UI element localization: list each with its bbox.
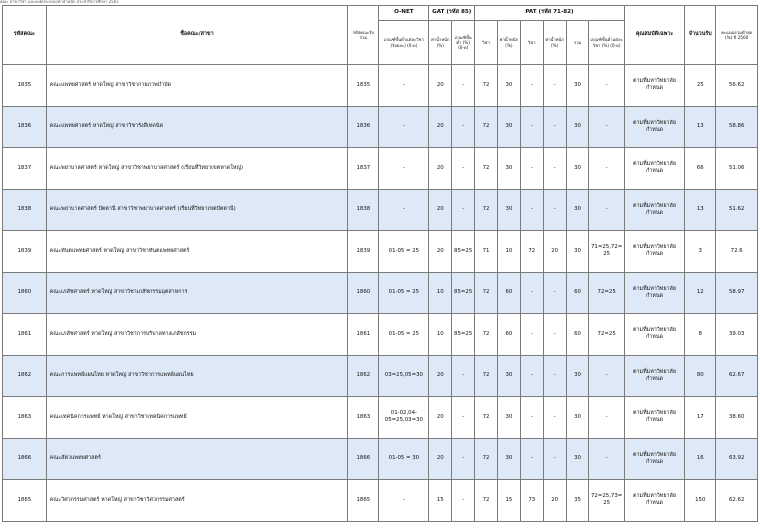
cell-onet: -	[379, 189, 429, 231]
cell-pat-total: 30	[566, 355, 589, 397]
cell-quota: 13	[685, 106, 716, 148]
cell-onet: 01-02,04-05=25,03=30	[379, 397, 429, 439]
table-row	[3, 148, 758, 190]
cell-joint-code: 1838	[348, 189, 379, 231]
header-pat: PAT (รหัส 71-82)	[475, 6, 625, 21]
cell-pat-weight-2: -	[543, 106, 566, 148]
cell-onet: -	[379, 106, 429, 148]
cell-joint-code: 1861	[348, 314, 379, 356]
cell-gat-weight: 10	[429, 272, 452, 314]
cell-pat-subject-2: -	[520, 355, 543, 397]
cell-code: 1860	[3, 272, 47, 314]
cell-pat-weight-2: -	[543, 314, 566, 356]
cell-code: 1836	[3, 106, 47, 148]
cell-pat-weight-1: 60	[497, 314, 520, 356]
table-body	[3, 65, 758, 522]
cell-qualification: ตามที่มหาวิทยาลัยกำหนด	[624, 148, 684, 190]
header-pat-weight-2: ค่าน้ำหนัก (%)	[543, 21, 566, 65]
cell-joint-code: 1866	[348, 438, 379, 480]
cell-pat-total: 30	[566, 148, 589, 190]
table-row	[3, 189, 758, 231]
cell-faculty: คณะวิศวกรรมศาสตร์ หาดใหญ่ สาขาวิชาวิศวกรรมศาสตร์	[46, 480, 348, 522]
cell-pat-weight-1: 15	[497, 480, 520, 522]
cell-pat-subject-2: 72	[520, 231, 543, 273]
cell-faculty: คณะพยาบาลศาสตร์ หาดใหญ่ สาขาวิชาพยาบาลศาสตร์ (เรียนที่วิทยาเขตหาดใหญ่)	[46, 148, 348, 190]
cell-joint-code: 1863	[348, 397, 379, 439]
cell-faculty: คณะเทคนิคการแพทย์ หาดใหญ่ สาขาวิชาเทคนิคการแพทย์	[46, 397, 348, 439]
cell-pat-weight-1: 30	[497, 355, 520, 397]
cell-pat-subject-1: 72	[475, 148, 498, 190]
cell-pat-subject-2: -	[520, 397, 543, 439]
cell-pat-weight-1: 30	[497, 65, 520, 107]
cell-qualification: ตามที่มหาวิทยาลัยกำหนด	[624, 189, 684, 231]
cell-pat-total: 30	[566, 65, 589, 107]
cell-pat-subject-1: 72	[475, 355, 498, 397]
cell-joint-code: 1862	[348, 355, 379, 397]
cell-pat-subject-1: 71	[475, 231, 498, 273]
cell-min-score: 51.62	[716, 189, 758, 231]
cell-min-score: 62.62	[716, 480, 758, 522]
cell-joint-code: 1837	[348, 148, 379, 190]
cell-code: 1865	[3, 480, 47, 522]
cell-pat-weight-1: 30	[497, 397, 520, 439]
cell-pat-total: 30	[566, 231, 589, 273]
cell-pat-total: 30	[566, 189, 589, 231]
cell-pat-subject-2: -	[520, 106, 543, 148]
table-row	[3, 438, 758, 480]
cell-qualification: ตามที่มหาวิทยาลัยกำหนด	[624, 231, 684, 273]
cell-quota: 17	[685, 397, 716, 439]
cell-onet: 01-05 = 25	[379, 314, 429, 356]
cell-code: 1861	[3, 314, 47, 356]
cell-qualification: ตามที่มหาวิทยาลัยกำหนด	[624, 397, 684, 439]
cell-gat-weight: 20	[429, 355, 452, 397]
cell-pat-min: 72=25,73=25	[589, 480, 624, 522]
cell-pat-min: -	[589, 65, 624, 107]
cell-onet: -	[379, 148, 429, 190]
cell-pat-weight-1: 30	[497, 438, 520, 480]
cell-joint-code: 1839	[348, 231, 379, 273]
table-row	[3, 231, 758, 273]
cell-gat-weight: 20	[429, 189, 452, 231]
cell-faculty: คณะสัตวแพทยศาสตร์	[46, 438, 348, 480]
cell-code: 1863	[3, 397, 47, 439]
header-pat-total: รวม	[566, 21, 589, 65]
cell-qualification: ตามที่มหาวิทยาลัยกำหนด	[624, 106, 684, 148]
cell-code: 1837	[3, 148, 47, 190]
cell-gat-min: 85=25	[452, 314, 475, 356]
cell-faculty: คณะทันตแพทยศาสตร์ หาดใหญ่ สาขาวิชาทันตแพทยศาสตร์	[46, 231, 348, 273]
cell-pat-weight-2: -	[543, 148, 566, 190]
cell-pat-subject-2: -	[520, 272, 543, 314]
table-row	[3, 355, 758, 397]
cell-quota: 8	[685, 314, 716, 356]
cell-gat-min: -	[452, 397, 475, 439]
cell-min-score: 51.06	[716, 148, 758, 190]
cell-quota: 66	[685, 148, 716, 190]
cell-pat-subject-1: 72	[475, 314, 498, 356]
cell-pat-subject-2: -	[520, 148, 543, 190]
table-row	[3, 314, 758, 356]
cell-onet: 03=25,05=30	[379, 355, 429, 397]
cell-min-score: 56.62	[716, 65, 758, 107]
cell-pat-total: 60	[566, 272, 589, 314]
table-row	[3, 272, 758, 314]
cell-gat-weight: 20	[429, 65, 452, 107]
cell-gat-min: 85=25	[452, 231, 475, 273]
cell-code: 1835	[3, 65, 47, 107]
cell-pat-weight-1: 10	[497, 231, 520, 273]
cell-faculty: คณะพยาบาลศาสตร์ ปัตตานี สาขาวิชาพยาบาลศาสตร์ (เรียนที่วิทยาเขตปัตตานี)	[46, 189, 348, 231]
cell-min-score: 62.67	[716, 355, 758, 397]
cell-quota: 80	[685, 355, 716, 397]
cell-pat-weight-1: 60	[497, 272, 520, 314]
cell-gat-min: -	[452, 355, 475, 397]
cell-pat-subject-2: 73	[520, 480, 543, 522]
cell-pat-weight-2: 20	[543, 231, 566, 273]
cell-pat-subject-1: 72	[475, 65, 498, 107]
table-row	[3, 480, 758, 522]
cell-gat-min: -	[452, 480, 475, 522]
page-caption: คณะ สาขาวิชา และองค์ประกอบ/ค่าน้ำหนัก ประจำปีการศึกษา 2561	[0, 0, 119, 4]
cell-quota: 13	[685, 189, 716, 231]
header-gat: GAT (รหัส 85)	[429, 6, 475, 21]
cell-pat-subject-2: -	[520, 438, 543, 480]
cell-pat-weight-2: -	[543, 189, 566, 231]
cell-qualification: ตามที่มหาวิทยาลัยกำหนด	[624, 355, 684, 397]
cell-joint-code: 1860	[348, 272, 379, 314]
cell-pat-weight-1: 30	[497, 189, 520, 231]
header-onet-min: เกณฑ์ขั้นต่ำแต่ละวิชา (ร้อยละ) (0-ด)	[379, 21, 429, 65]
cell-onet: 01-05 = 30	[379, 438, 429, 480]
cell-gat-min: -	[452, 189, 475, 231]
cell-faculty: คณะแพทยศาสตร์ หาดใหญ่ สาขาวิชากายภาพบำบัด	[46, 65, 348, 107]
table-row	[3, 106, 758, 148]
cell-gat-min: -	[452, 106, 475, 148]
cell-qualification: ตามที่มหาวิทยาลัยกำหนด	[624, 272, 684, 314]
cell-quota: 12	[685, 272, 716, 314]
cell-quota: 3	[685, 231, 716, 273]
cell-pat-min: 72=25	[589, 272, 624, 314]
cell-joint-code: 1836	[348, 106, 379, 148]
cell-pat-min: 72=25	[589, 314, 624, 356]
cell-code: 1838	[3, 189, 47, 231]
cell-pat-weight-2: -	[543, 355, 566, 397]
cell-pat-subject-1: 72	[475, 438, 498, 480]
cell-joint-code: 1835	[348, 65, 379, 107]
header-min-score: คะแนนรวมต่ำสุด (%) ปี 2560	[716, 6, 758, 65]
cell-qualification: ตามที่มหาวิทยาลัยกำหนด	[624, 438, 684, 480]
table-row	[3, 65, 758, 107]
cell-pat-total: 35	[566, 480, 589, 522]
cell-gat-min: -	[452, 65, 475, 107]
admission-table	[2, 5, 758, 522]
cell-code: 1866	[3, 438, 47, 480]
cell-faculty: คณะเภสัชศาสตร์ หาดใหญ่ สาขาวิชาการบริบาลทางเภสัชกรรม	[46, 314, 348, 356]
cell-quota: 16	[685, 438, 716, 480]
cell-pat-min: -	[589, 355, 624, 397]
cell-min-score: 58.97	[716, 272, 758, 314]
cell-onet: -	[379, 480, 429, 522]
cell-faculty: คณะแพทยศาสตร์ หาดใหญ่ สาขาวิชารังสีเทคนิค	[46, 106, 348, 148]
cell-quota: 150	[685, 480, 716, 522]
cell-gat-min: -	[452, 148, 475, 190]
cell-quota: 25	[685, 65, 716, 107]
cell-pat-weight-2: 20	[543, 480, 566, 522]
cell-pat-total: 30	[566, 438, 589, 480]
header-pat-subject-1: วิชา	[475, 21, 498, 65]
cell-pat-total: 60	[566, 314, 589, 356]
cell-min-score: 39.03	[716, 314, 758, 356]
cell-qualification: ตามที่มหาวิทยาลัยกำหนด	[624, 314, 684, 356]
cell-gat-weight: 10	[429, 314, 452, 356]
cell-pat-weight-2: -	[543, 65, 566, 107]
cell-pat-min: 71=25,72=25	[589, 231, 624, 273]
cell-pat-weight-2: -	[543, 272, 566, 314]
cell-pat-weight-1: 30	[497, 106, 520, 148]
header-quota: จำนวนรับ	[685, 6, 716, 65]
cell-pat-subject-1: 72	[475, 272, 498, 314]
cell-pat-min: -	[589, 148, 624, 190]
cell-gat-weight: 20	[429, 231, 452, 273]
header-pat-weight-1: ค่าน้ำหนัก (%)	[497, 21, 520, 65]
cell-pat-weight-2: -	[543, 397, 566, 439]
cell-gat-weight: 20	[429, 397, 452, 439]
header-faculty: ชื่อคณะ/สาขา	[46, 6, 348, 65]
cell-pat-min: -	[589, 106, 624, 148]
cell-gat-weight: 20	[429, 148, 452, 190]
cell-pat-min: -	[589, 397, 624, 439]
header-gat-weight: ค่าน้ำหนัก (%)	[429, 21, 452, 65]
header-gat-min: เกณฑ์ขั้นต่ำ (%) (0-ด)	[452, 21, 475, 65]
cell-onet: -	[379, 65, 429, 107]
header-qualification: คุณสมบัติเฉพาะ	[624, 6, 684, 65]
cell-joint-code: 1865	[348, 480, 379, 522]
cell-min-score: 38.60	[716, 397, 758, 439]
cell-gat-weight: 20	[429, 438, 452, 480]
cell-gat-min: -	[452, 438, 475, 480]
cell-onet: 01-05 = 25	[379, 231, 429, 273]
cell-pat-subject-2: -	[520, 314, 543, 356]
cell-pat-subject-1: 72	[475, 480, 498, 522]
cell-faculty: คณะเภสัชศาสตร์ หาดใหญ่ สาขาวิชาเภสัชกรรมอุตสาหการ	[46, 272, 348, 314]
cell-pat-total: 30	[566, 397, 589, 439]
cell-gat-weight: 15	[429, 480, 452, 522]
table-row	[3, 397, 758, 439]
cell-pat-subject-2: -	[520, 189, 543, 231]
cell-pat-subject-1: 72	[475, 106, 498, 148]
header-onet: O-NET	[379, 6, 429, 21]
cell-min-score: 63.92	[716, 438, 758, 480]
cell-pat-subject-1: 72	[475, 189, 498, 231]
header-joint-code: รหัสคณะรับร่วม	[348, 6, 379, 65]
cell-pat-min: -	[589, 438, 624, 480]
cell-pat-total: 30	[566, 106, 589, 148]
cell-min-score: 58.86	[716, 106, 758, 148]
header-row-1	[3, 6, 758, 21]
cell-code: 1862	[3, 355, 47, 397]
cell-faculty: คณะการแพทย์แผนไทย หาดใหญ่ สาขาวิชาการแพทย์แผนไทย	[46, 355, 348, 397]
cell-pat-subject-1: 72	[475, 397, 498, 439]
cell-min-score: 72.6	[716, 231, 758, 273]
cell-gat-min: 85=25	[452, 272, 475, 314]
cell-qualification: ตามที่มหาวิทยาลัยกำหนด	[624, 65, 684, 107]
header-code: รหัสคณะ	[3, 6, 47, 65]
cell-pat-weight-1: 30	[497, 148, 520, 190]
cell-gat-weight: 20	[429, 106, 452, 148]
header-pat-subject-2: วิชา	[520, 21, 543, 65]
cell-pat-min: -	[589, 189, 624, 231]
cell-code: 1839	[3, 231, 47, 273]
cell-pat-weight-2: -	[543, 438, 566, 480]
cell-onet: 01-05 = 25	[379, 272, 429, 314]
cell-qualification: ตามที่มหาวิทยาลัยกำหนด	[624, 480, 684, 522]
header-pat-min: เกณฑ์ขั้นต่ำแต่ละวิชา (%) (0-ด)	[589, 21, 624, 65]
cell-pat-subject-2: -	[520, 65, 543, 107]
